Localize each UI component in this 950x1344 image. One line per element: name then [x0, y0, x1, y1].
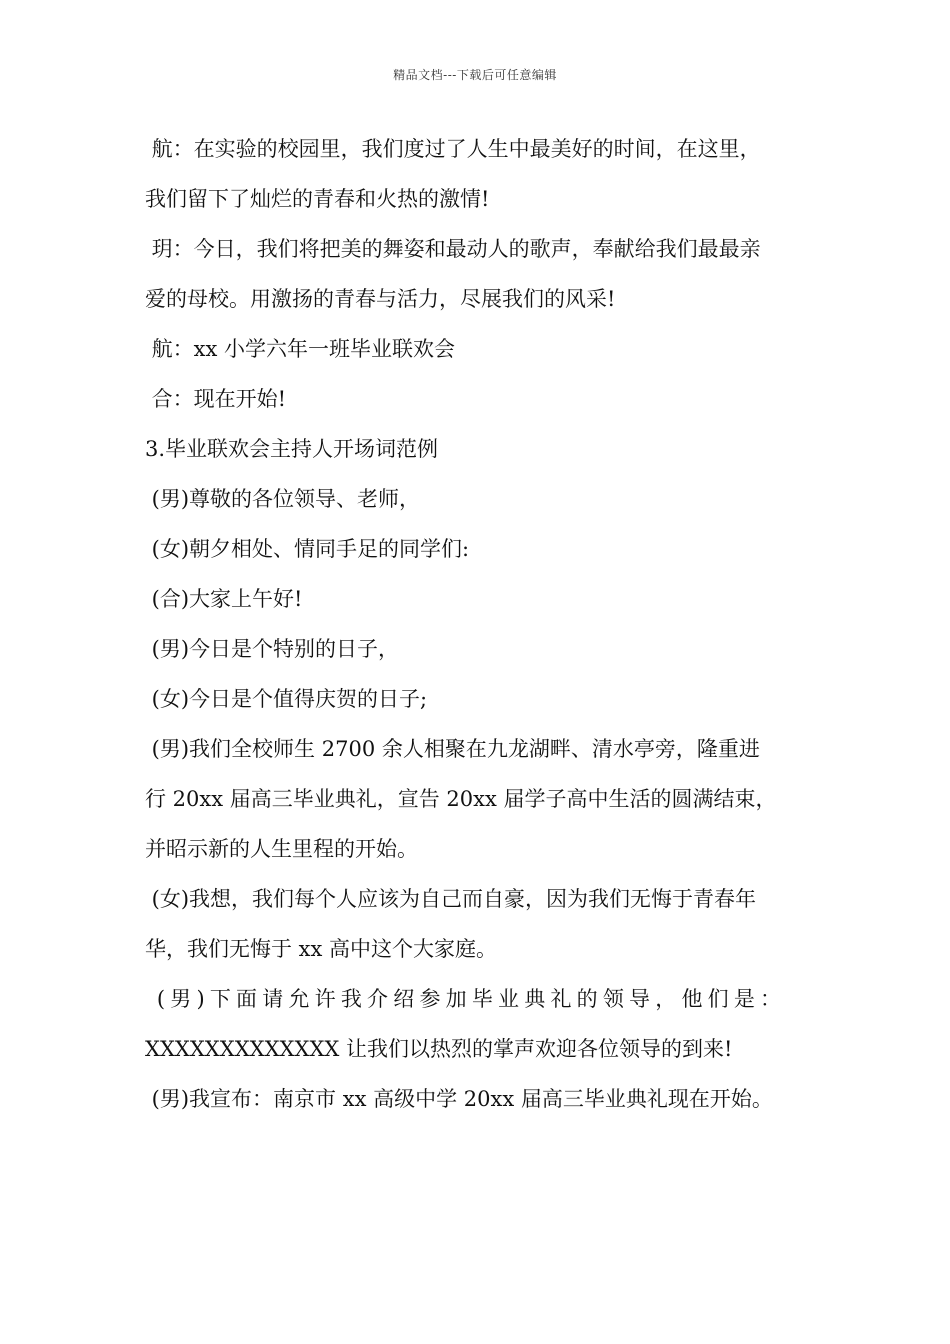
section-heading: 3.毕业联欢会主持人开场词范例: [145, 437, 439, 461]
page-header: 精品文档---下载后可任意编辑: [393, 68, 557, 82]
text-line-15: 并昭示新的人生里程的开始。: [145, 837, 418, 861]
text-line-11: (男)今日是个特别的日子，: [145, 637, 400, 661]
text-line-9: (女)朝夕相处、情同手足的同学们:: [145, 537, 470, 561]
document-body: [145, 128, 810, 1128]
text-line-1: 航：在实验的校园里，我们度过了人生中最美好的时间，在这里，: [145, 137, 761, 161]
text-line-19: XXXXXXXXXXXXX 让我们以热烈的掌声欢迎各位领导的到来!: [145, 1037, 733, 1061]
text-line-16: (女)我想，我们每个人应该为自己而自豪，因为我们无悔于青春年: [145, 887, 757, 911]
text-line-3: 玥：今日，我们将把美的舞姿和最动人的歌声，奉献给我们最最亲: [145, 237, 761, 261]
text-line-10: (合)大家上午好!: [145, 587, 303, 611]
text-line-18: (男)下面请允许我介绍参加毕业典礼的领导，他们是：: [145, 987, 787, 1011]
text-line-17: 华，我们无悔于 xx 高中这个大家庭。: [145, 937, 498, 961]
text-line-20: (男)我宣布：南京市 xx 高级中学 20xx 届高三毕业典礼现在开始。: [145, 1087, 773, 1111]
text-line-4: 爱的母校。用激扬的青春与活力，尽展我们的风采!: [145, 287, 616, 311]
text-line-6: 合：现在开始!: [145, 387, 287, 411]
text-line-12: (女)今日是个值得庆贺的日子;: [145, 687, 428, 711]
text-line-13: (男)我们全校师生 2700 余人相聚在九龙湖畔、清水亭旁，隆重进: [145, 737, 760, 761]
text-line-8: (男)尊敬的各位领导、老师，: [145, 487, 421, 511]
text-line-2: 我们留下了灿烂的青春和火热的激情!: [145, 187, 490, 211]
text-line-5: 航：xx 小学六年一班毕业联欢会: [145, 337, 456, 361]
text-line-14: 行 20xx 届高三毕业典礼，宣告 20xx 届学子高中生活的圆满结束，: [145, 787, 777, 811]
